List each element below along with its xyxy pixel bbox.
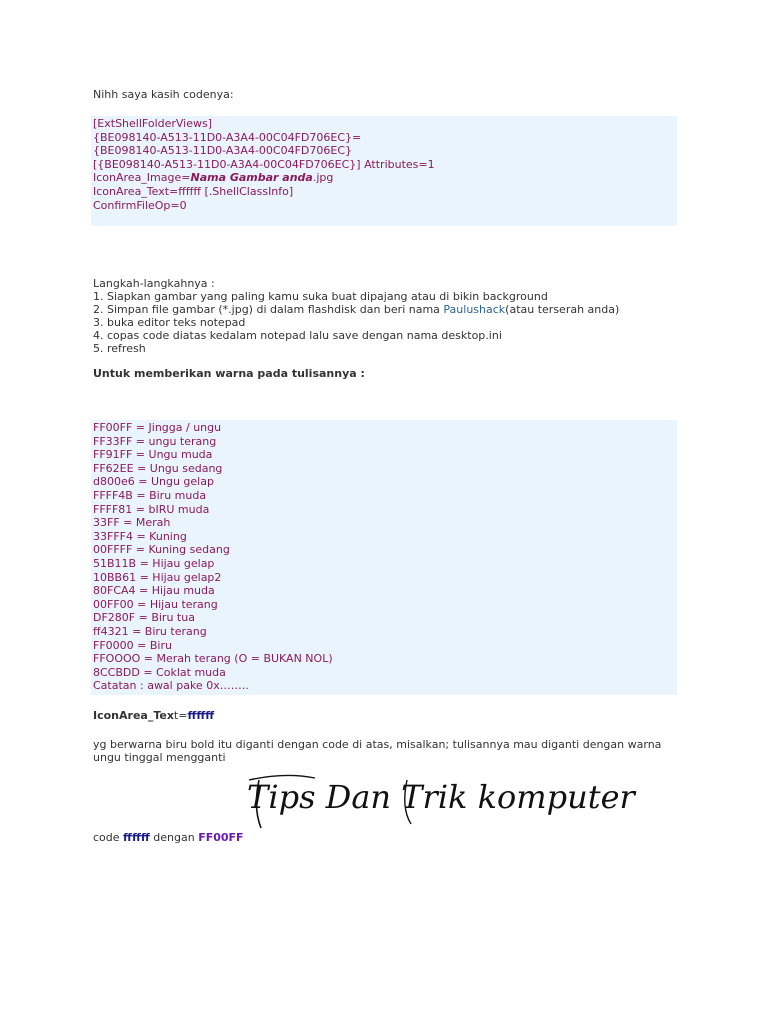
code-image-ext: .jpg (312, 171, 334, 185)
final-with: dengan (149, 831, 199, 844)
color-line: d800e6 = Ungu gelap (93, 475, 214, 489)
signature-image (245, 770, 635, 832)
step2-after: (atau terserah anda) (505, 303, 620, 316)
color-line: 10BB61 = Hijau gelap2 (93, 570, 222, 584)
color-line: FF0000 = Biru (93, 638, 172, 652)
step-item: 5. refresh (93, 342, 146, 355)
color-line: 33FF = Merah (93, 516, 171, 530)
iconarea-label-rest: t= (173, 709, 188, 722)
color-line: FFOOOO = Merah terang (O = BUKAN NOL) (93, 652, 333, 666)
code-line: IconArea_Text=ffffff [.ShellClassInfo] (93, 184, 294, 198)
code-block (91, 116, 677, 226)
color-line: 00FFFF = Kuning sedang (93, 543, 230, 557)
paulushack-link[interactable]: Paulushack (443, 303, 506, 316)
step-item: 3. buka editor teks notepad (93, 316, 246, 329)
iconarea-value: ffffff (187, 709, 215, 722)
final-code-line (93, 831, 244, 845)
color-line: 33FFF4 = Kuning (93, 529, 187, 543)
color-line: DF280F = Biru tua (93, 611, 195, 625)
color-line: 8CCBDD = Coklat muda (93, 665, 226, 679)
color-line: ff4321 = Biru terang (93, 624, 207, 638)
code-line-image (93, 171, 675, 185)
steps-title: Langkah-langkahnya : (93, 277, 215, 290)
final-code-label: code (93, 831, 124, 844)
color-line: FF91FF = Ungu muda (93, 448, 213, 462)
color-line: 00FF00 = Hijau terang (93, 597, 218, 611)
final-new-code: FF00FF (198, 831, 244, 844)
iconarea-label-bold: IconArea_Tex (93, 709, 174, 722)
step-item: 1. Siapkan gambar yang paling kamu suka buat dipajang atau di bikin background (93, 290, 548, 303)
signature-text: Tips Dan Trik komputer (247, 778, 635, 816)
code-image-prefix: IconArea_Image= (93, 171, 191, 185)
color-line: Catatan : awal pake 0x…….. (93, 679, 249, 693)
code-line: [{BE098140-A513-11D0-A3A4-00C04FD706EC}] Attributes=1 (93, 157, 435, 171)
code-line: {BE098140-A513-11D0-A3A4-00C04FD706EC} (93, 144, 353, 158)
color-line: FF33FF = ungu terang (93, 434, 217, 448)
color-line: 80FCA4 = Hijau muda (93, 584, 215, 598)
step-item (93, 303, 619, 317)
color-line: FF62EE = Ungu sedang (93, 461, 223, 475)
explain-text: yg berwarna biru bold itu diganti dengan code di atas, misalkan; tulisannya mau diganti dengan warna (93, 738, 662, 751)
code-image-name: Nama Gambar anda (190, 171, 313, 185)
color-line: 51B11B = Hijau gelap (93, 556, 215, 570)
code-line: ConfirmFileOp=0 (93, 198, 187, 212)
step2-before: 2. Simpan file gambar (*.jpg) di dalam flashdisk dan beri nama (93, 303, 444, 316)
color-line: FF00FF = Jingga / ungu (93, 421, 222, 434)
iconarea-line (93, 709, 214, 723)
color-line: FFFF81 = bIRU muda (93, 502, 210, 516)
color-line: FFFF4B = Biru muda (93, 488, 207, 502)
step-item: 4. copas code diatas kedalam notepad lalu save dengan nama desktop.ini (93, 329, 502, 342)
color-heading: Untuk memberikan warna pada tulisannya : (93, 367, 365, 380)
intro-text: Nihh saya kasih codenya: (93, 88, 234, 101)
code-line: {BE098140-A513-11D0-A3A4-00C04FD706EC}= (93, 130, 362, 144)
explain-text: ungu tinggal mengganti (93, 751, 226, 764)
color-list-block (91, 420, 677, 695)
code-line: [ExtShellFolderViews] (93, 117, 213, 130)
final-old-code: ffffff (123, 831, 150, 844)
